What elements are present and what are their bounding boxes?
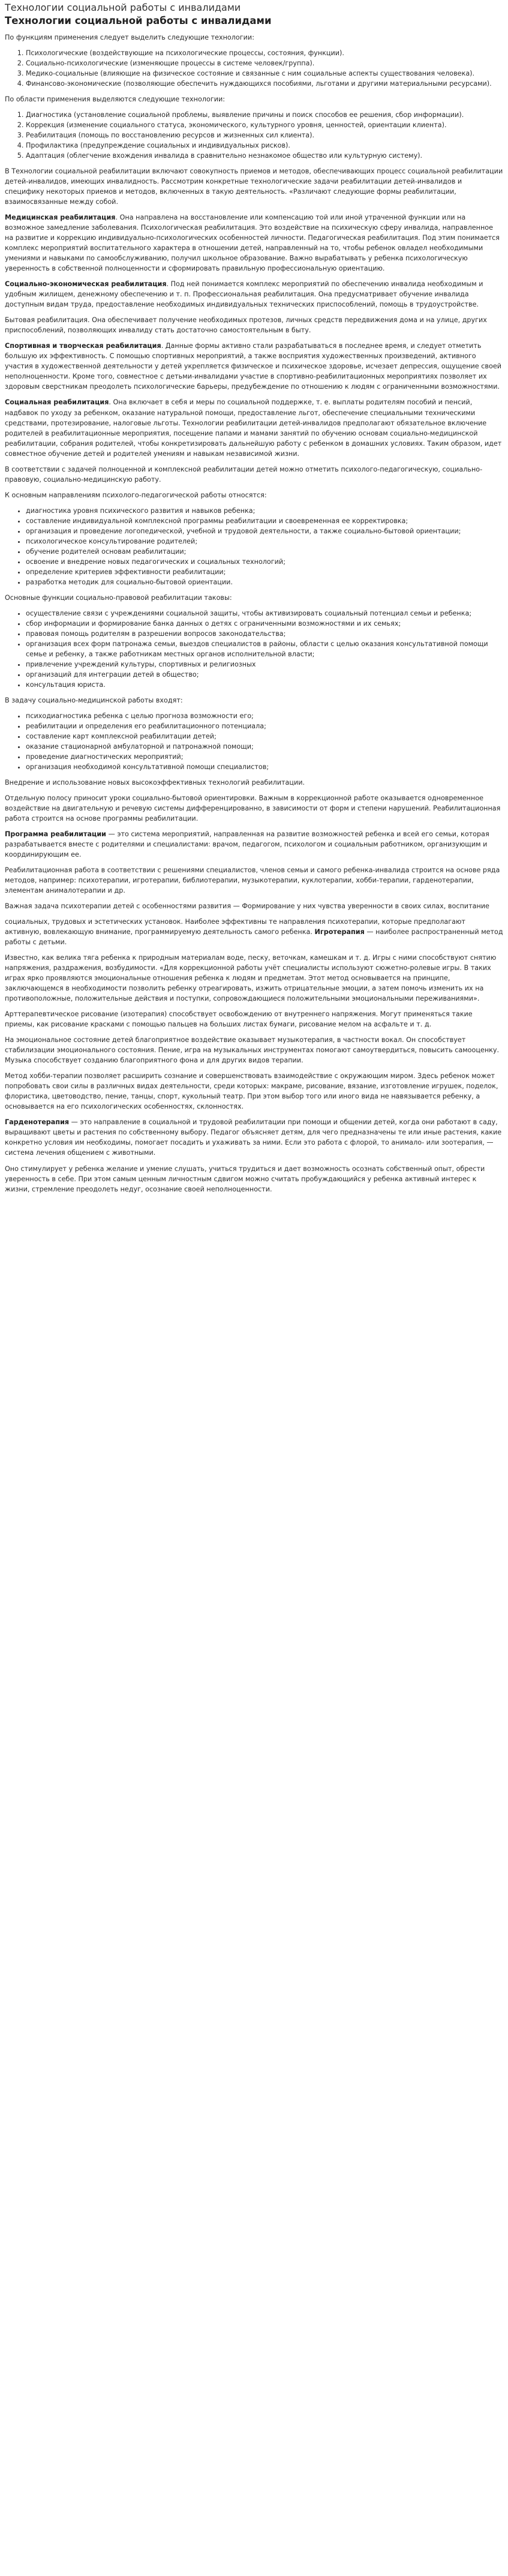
paragraph-garden [5,1117,503,1158]
term-social: Социальная реабилитация [5,398,109,407]
page-title: Технологии социальной работы с инвалидами [5,15,272,26]
legal-list [5,608,503,690]
paragraph-medical [5,212,503,274]
list-item: • организаций для интеграции детей в общество; [26,669,503,680]
psy-list [5,506,503,587]
list-item: 2. Коррекция (изменение социального статуса, экономического, культурного уровня, ценностей, ориентации клиента). [26,120,503,130]
term-medical: Медицинская реабилитация [5,214,116,222]
list-item: • организация всех форм патронажа семьи, выездов специалистов в районы, области с целью оказания консультативной помощи семье и ребенку, а также работникам местных органов исполнительной власти; [26,639,503,659]
paragraph-tasks: В соответствии с задачей полноценной и комплексной реабилитации детей можно отметить психолого-педагогическую, социально-правовую, социально-медицинскую работу. [5,465,483,484]
list-item: • составление карт комплексной реабилитации детей; [26,731,503,741]
garden-text: — это направление в социальной и трудовой реабилитации при помощи и общении детей, когда они работают в саду, выращивают цветы и растения по собственному выбору. Педагог объясняет детям, для чего предназначены те или иные растения, какие конкретно условия им необходимы, помогает посадить и ухаживать за ними. Если это работа с флорой, то анимало- или зоотерапия, — система лечения общением с животными. [5,1118,502,1157]
term-play: Игротерапия [314,928,365,936]
list-item: 3. Реабилитация (помощь по восстановлению ресурсов и жизненных сил клиента). [26,130,503,140]
paragraph-hobby: Метод хобби-терапии позволяет расширить сознание и совершенствовать взаимодействие с окружающим миром. Здесь ребенок может попробовать свои силы в различных видах деятельности, среди которых: макраме, рисование, вязание, изготовление игрушек, поделок, флористика, цветоводство, пение, танцы, спорт, кукольный театр. При этом выбор того или иного вида не навязывается ребенку, а основывается на его психологических особенностях, склонностях. [5,1072,498,1111]
program-text: — это система мероприятий, направленная на развитие возможностей ребенка и всей его семьи, которая разрабатывается вместе с родителями и специалистами: врачом, педагогом, психологом и социальным работником, организующим и координирующим ее. [5,830,489,859]
term-garden: Гарденотерапия [5,1118,70,1127]
paragraph-household-orientation: Отдельную полосу приносит уроки социально-бытовой ориентировки. Важным в коррекционной работе оказывается одновременное воздействие на двигательную и речевую системы дифференцированно, в зависимости от форм и степени нарушений. Реабилитационная работа строится на основе программы реабилитации. [5,794,501,823]
paragraph-rehab-work: Реабилитационная работа в соответствии с решениями специалистов, членов семьи и самого ребенка-инвалида строится на основе ряда методов, например: психотерапии, игротерапии, библиотерапии, музыкотерапии, куклотерапии, хобби-терапии, гарденотерапии, элементам анималотерапии и др. [5,866,500,895]
medical-text: . Она направлена на восстановление или компенсацию той или иной утраченной функции или на возможное замедление заболевания. Психологическая реабилитация. Это воздействие на психическую сферу инвалида, направленное на развитие и коррекцию индивидуально-психологических особенностей личности. Педагогическая реабилитация. Под этим понимается комплекс мероприятий воспитательного характера в отношении детей, направленный на то, чтобы ребенок овладел необходимыми умениями и навыками по самообслуживанию, получил школьное образование. Важно вырабатывать у ребенка психологическую уверенность в собственной полноценности и сформировать правильную профессиональную ориентацию. [5,214,500,273]
paragraph-rehab-intro: В Технологии социальной реабилитации включают совокупность приемов и методов, обеспечивающих процесс социальной реабилитации детей-инвалидов, имеющих инвалидность. Рассмотрим конкретные технологические задачи реабилитации детей-инвалидов и специфику некоторых приемов и методов, включенных в такую деятельность. «Различают следующие формы реабилитации, взаимосвязанные между собой. [5,167,503,206]
term-sport: Спортивная и творческая реабилитация [5,342,161,350]
intro-med: В задачу социально-медицинской работы входят: [5,696,183,704]
list-item: • организация и проведение логопедической, учебной и трудовой деятельности, а также социально-бытовой ориентации; [26,526,503,536]
paragraph-play [5,917,503,947]
term-socioeconomic: Социально-экономическая реабилитация [5,280,167,289]
play-after: — наиболее распространенный метод работы с детьми. [5,928,503,947]
list-item: 4. Профилактика (предупреждение социальных и индивидуальных рисков). [26,140,503,151]
socioeconomic-text: . Под ней понимается комплекс мероприятий по обеспечению инвалида необходимым и удобным жилищем, денежному обеспечению и т. п. Профессиональная реабилитация. Она предусматривает обучение инвалида доступным видам труда, предоставление необходимых индивидуальных технических приспособлений, помощь в трудоустройстве. [5,280,483,309]
intro-functions: По функциям применения следует выделить следующие технологии: [5,34,254,41]
list-item: 3. Медико-социальные (влияющие на физическое состояние и связанные с ним социальные аспекты существования человека). [26,68,503,79]
paragraph-innovations: Внедрение и использование новых высокоэффективных технологий реабилитации. [5,779,305,786]
list-item: • привлечение учреждений культуры, спортивных и религиозных [26,659,503,669]
list-item: 4. Финансово-экономические (позволяющие обеспечить нуждающихся пособиями, льготами и другими материальными ресурсами). [26,79,503,89]
list-item: • диагностика уровня психического развития и навыков ребенка; [26,506,503,516]
list-item: • психодиагностика ребенка с целью прогноза возможности его; [26,711,503,721]
paragraph-sport [5,341,503,392]
list-item: • консультация юриста. [26,680,503,690]
term-program: Программа реабилитации [5,830,107,839]
list-item: 5. Адаптация (облегчение вхождения инвалида в сравнительно незнакомое общество или культурную систему). [26,151,503,161]
list-item: • обучение родителей основам реабилитации; [26,547,503,557]
paragraph-program [5,829,503,860]
intro-legal: Основные функции социально-правовой реабилитации таковы: [5,593,232,602]
paragraph-psycho-task: Важная задача психотерапии детей с особенностями развития — Формирование у них чувства уверенности в своих силах, воспитание [5,902,489,911]
paragraph-known: Известно, как велика тяга ребенка к природным материалам водe, песку, веточкам, камешкам и т. д. Игры с ними способствуют снятию напряжения, раздражения, возбудимости. «Для коррекционной работы учёт специалисты используют сюжетно-ролевые игры. В таких играх ярко проявляются эмоциональные отношения ребенка к людям и предметам. Этот метод основывается на принципе, заключающемся в необходимости позволить ребенку отреагировать, изжить отрицательные эмоции, а затем помочь изменить их на противоположные, положительные действия и поступки, сопровождающиеся положительными эмоциональными переживаниями». [5,954,497,1003]
paragraph-music: На эмоциональное состояние детей благоприятное воздействие оказывает музыкотерапия, в частности вокал. Он способствует стабилизации эмоционального состояния. Пение, игра на музыкальных инструментах помогают самоутвердиться, повысить самооценку. Музыка способствует созданию благоприятного фона и для других видов терапии. [5,1036,500,1065]
list-item: • правовая помощь родителям в разрешении вопросов законодательства; [26,629,503,639]
list-item: • сбор информации и формирование банка данных о детях с ограниченными возможностями и их семьях; [26,619,503,629]
list-item: • реабилитации и определения его реабилитационного потенциала; [26,721,503,731]
document-page [0,0,508,1194]
list-item: • осуществление связи с учреждениями социальной защиты, чтобы активизировать социальный потенциал семьи и ребенка; [26,608,503,619]
list-item: • определение критериев эффективности реабилитации; [26,567,503,577]
list-item: 1. Диагностика (установление социальной проблемы, выявление причины и поиск способов ее решения, сбор информации). [26,110,503,120]
list-item: • организация необходимой консультативной помощи специалистов; [26,762,503,772]
play-before: социальных, трудовых и эстетических установок. Наиболее эффективны те направления психотерапии, которые предполагают активную, вовлекающую внимание, программируемую деятельность самого ребенка. [5,918,465,936]
paragraph-last: Оно стимулирует у ребенка желание и умение слушать, учиться трудиться и дает возможность осознать собственный опыт, обрести уверенность в себе. При этом самым ценным личностным сдвигом можно считать пробуждающийся у ребенка активный интерес к жизни, стремление преодолеть недуг, осознание своей неполноценности. [5,1164,485,1193]
list-item: 1. Психологические (воздействующие на психологические процессы, состояния, функции). [26,48,503,58]
intro-psy: К основным направлениям психолого-педагогической работы относятся: [5,491,267,499]
list-item: • психологическое консультирование родителей; [26,536,503,547]
paragraph-socioeconomic [5,279,503,310]
sport-text: . Данные формы активно стали разрабатываться в последнее время, и следует отметить большую их эффективность. С помощью спортивных мероприятий, а также восприятия художественных произведений, активного участия в художественной деятельности у детей укрепляется физическое и психическое здоровье, исчезает депрессия, ощущение своей неполноценности. Кроме того, совместное с детьми-инвалидами участие в спортивно-реабилитационных мероприятиях позволяет их здоровым сверстникам преодолеть психологические барьеры, предубеждение по отношению к людям с ограниченными возможностями. [5,342,501,391]
areas-list [5,110,503,161]
functions-list [5,48,503,89]
list-item: 2. Социально-психологические (изменяющие процессы в системе человек/группа). [26,58,503,68]
intro-areas: По области применения выделяются следующие технологии: [5,95,226,104]
paragraph-art: Арттерапевтическое рисование (изотерапия) способствует освобождению от внутреннего напряжения. Могут применяться такие приемы, как рисование красками с помощью пальцев на больших листах бумаги, рисование мелом на асфальте и т. д. [5,1010,473,1029]
social-text: . Она включает в себя и меры по социальной поддержке, т. е. выплаты родителям пособий и пенсий, надбавок по уходу за ребенком, оказание натуральной помощи, предоставление льгот, обеспечение специальными техническими средствами, протезирование, налоговые льготы. Технологии реабилитации детей-инвалидов предполагают обязательное включение родителей в реабилитационные мероприятия, посещение папами и мамами занятий по обучению основам социально-медицинской реабилитации, собрания родителей, чтобы конкретизировать дальнейшую работу с ребенком в домашних условиях. Таким образом, идет совместное обучение детей и родителей умениям и навыкам независимой жизни. [5,398,502,458]
paragraph-social [5,397,503,458]
med-list [5,711,503,772]
list-item: • освоение и внедрение новых педагогических и социальных технологий; [26,557,503,567]
list-item: • составление индивидуальной комплексной программы реабилитации и своевременная ее корректировка; [26,516,503,526]
list-item: • оказание стационарной амбулаторной и патронажной помощи; [26,741,503,752]
window-title: Технологии социальной работы с инвалидами [5,2,241,13]
list-item: • проведение диагностических мероприятий; [26,752,503,762]
list-item: • разработка методик для социально-бытовой ориентации. [26,577,503,587]
paragraph-household: Бытовая реабилитация. Она обеспечивает получение необходимых протезов, личных средств передвижения дома и на улице, других приспособлений, позволяющих инвалиду стать достаточно самостоятельным в быту. [5,316,487,335]
